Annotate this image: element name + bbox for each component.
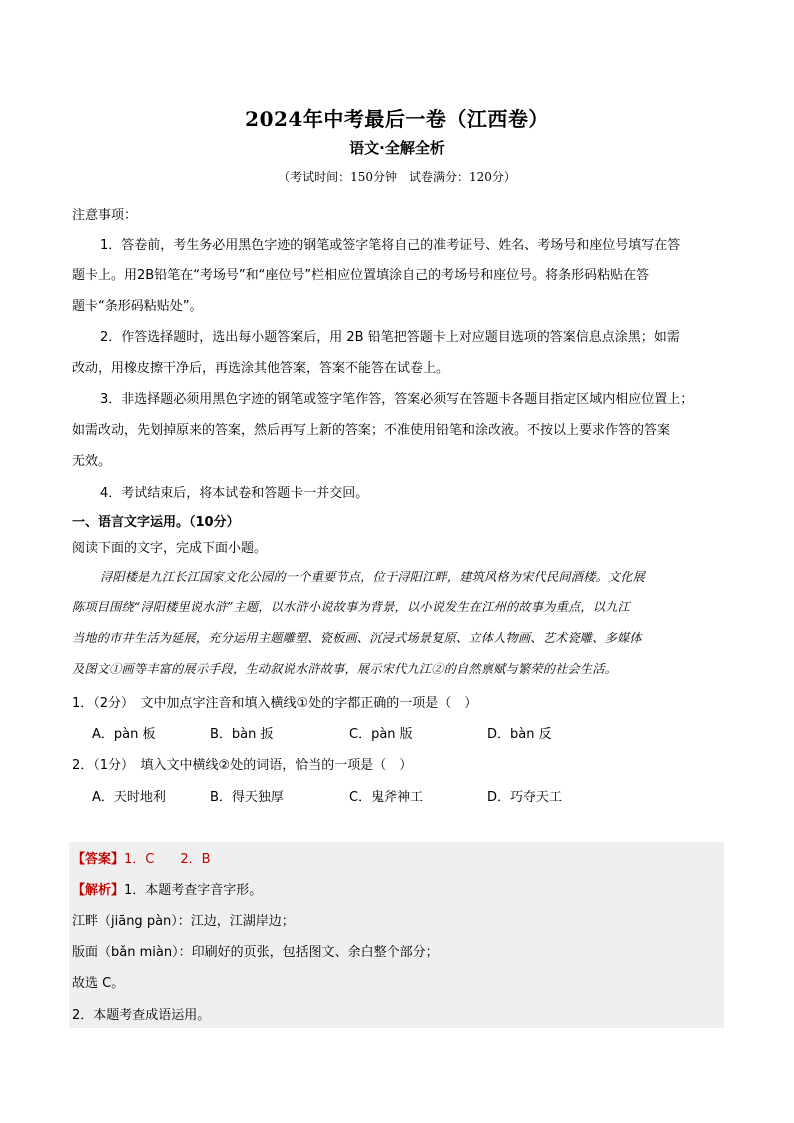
notes-line: 4．考试结束后，将本试卷和答题卡一并交回。 [100,486,369,501]
analysis-tag: 【解析】 [72,883,125,898]
page-title: 2024年中考最后一卷（江西卷） [245,107,549,131]
exam-meta: （考试时间：150分钟 试卷满分：120分） [278,170,516,184]
analysis-line: 版面（bǎn miàn）：印刷好的页张，包括图文、余白整个部分； [72,945,439,960]
question-stem: 2．（1分） 填入文中横线②处的词语，恰当的一项是（ ） [72,758,413,773]
passage-line: 陈项目围绕“浔阳楼里说水浒”主题，以水浒小说故事为背景，以小说发生在江州的故事为重点，以九江 [72,600,630,614]
notes-line: 3．非选择题必须用黑色字迹的钢笔或签字笔作答，答案必须写在答题卡各题目指定区域内相应位置上； [100,392,694,407]
analysis-line: 2．本题考查成语运用。 [72,1008,211,1023]
section-heading: 一、语言文字运用。（10分） [72,515,240,530]
passage-line: 当地的市井生活为延展，充分运用主题雕塑、瓷板画、沉浸式场景复原、立体人物画、艺术瓷雕、多媒体 [72,631,642,645]
analysis-line: 江畔（jiāng pàn）：江边，江湖岸边； [72,914,295,929]
option-a: A．天时地利 [92,790,166,805]
answer-panel [69,842,724,1028]
notes-line: 如需改动，先划掉原来的答案，然后再写上新的答案；不准使用铅笔和涂改液。不按以上要求作答的答案 [72,423,671,438]
notes-line: 改动，用橡皮擦干净后，再选涂其他答案，答案不能答在试卷上。 [72,361,450,376]
notes-line: 题卡上。用2B铅笔在“考场号”和“座位号”栏相应位置填涂自己的考场号和座位号。将条形码粘贴在答 [72,268,650,283]
page-subtitle: 语文·全解全析 [349,139,445,157]
option-b: B．bàn 扳 [210,727,274,742]
option-c: C．鬼斧神工 [349,790,424,805]
notes-line: 2．作答选择题时，选出每小题答案后，用 2B 铅笔把答题卡上对应题目选项的答案信息点涂黑；如需 [100,330,680,345]
section-instruction: 阅读下面的文字，完成下面小题。 [72,541,268,556]
answer-line [72,848,211,867]
option-d: D．巧夺天工 [487,790,563,805]
option-d: D．bàn 反 [487,727,552,742]
passage-line: 及图文①画等丰富的展示手段，生动叙说水浒故事，展示宋代九江②的自然禀赋与繁荣的社会生活。 [72,662,618,676]
notes-line: 无效。 [72,454,112,469]
passage-line: 浔阳楼是九江长江国家文化公园的一个重要节点，位于浔阳江畔，建筑风格为宋代民间酒楼。文化展 [100,570,646,584]
question-stem: 1．（2分） 文中加点字注音和填入横线①处的字都正确的一项是（ ） [72,696,478,711]
analysis-text: 1．本题考查字音字形。 [124,883,263,898]
option-a: A．pàn 板 [92,727,156,742]
answer-text: 1．C 2．B [124,852,211,867]
analysis-line [72,879,262,898]
option-c: C．pàn 版 [349,727,413,742]
analysis-line: 故选 C。 [72,976,125,991]
notes-line: 题卡“条形码粘贴处”。 [72,299,203,314]
notes-heading: 注意事项： [72,208,138,223]
option-b: B．得天独厚 [210,790,284,805]
answer-tag: 【答案】 [72,852,125,867]
notes-line: 1．答卷前，考生务必用黑色字迹的钢笔或签字笔将自己的准考证号、姓名、考场号和座位号填写在答 [100,238,681,253]
